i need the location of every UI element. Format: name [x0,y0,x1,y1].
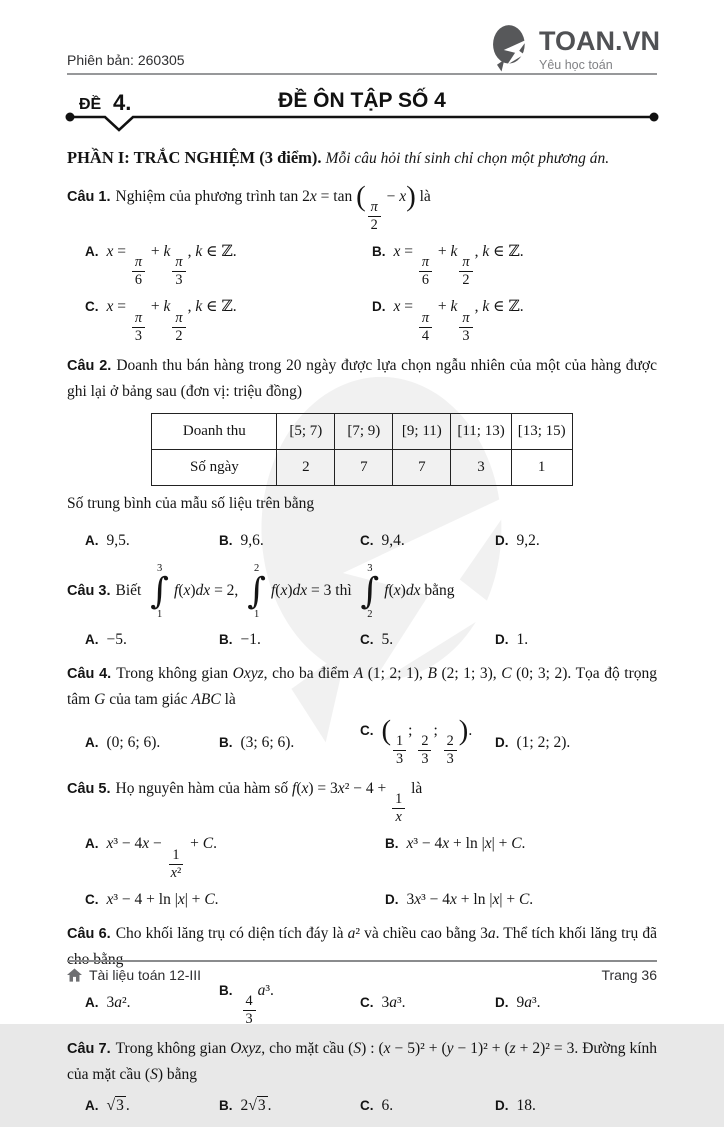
frequency-table [151,413,572,486]
option-6b: B. $\frac{4}{3}$ a³. [219,981,274,1027]
question-2-after: Số trung bình của mẫu số liệu trên bằng [67,494,315,512]
question-2 [67,353,657,553]
option-3a: A. −5. [85,630,127,648]
option-5d: D. 3x³ − 4x + ln |x| + C. [385,890,534,908]
option-2a: A. 9,5. [85,531,130,549]
question-2-statement: Câu 2. Doanh thu bán hàng trong 20 ngày được lựa chọn ngẫu nhiên của một của hàng được ghi lại ở bảng sau (đơn vị: triệu đồng) [67,356,658,400]
home-icon [67,968,82,982]
footer-page-label: Trang 36 [601,967,657,983]
brand-logo [488,24,660,76]
table-row: Số ngày 2 7 7 3 1 [152,449,572,485]
section-instruction: Mỗi câu hỏi thí sinh chỉ chọn một phương án. [325,150,610,167]
section-heading-bold: PHẦN I: TRẮC NGHIỆM (3 điểm). [67,148,322,167]
option-2c: C. 9,4. [360,531,405,549]
footer-doc-label: Tài liệu toán 12-III [89,967,202,983]
question-3-statement: Câu 3. Biết 3 ∫ 1 f(x)dx = 2, 2 ∫ 1 f(x)dx = 3 thì 3 ∫ 2 f(x)dx bằng [67,562,455,620]
question-5-statement: Câu 5. Họ nguyên hàm của hàm số f(x) = 3x² − 4 + $\frac{1}{x}$ là [67,780,423,826]
option-7a: A. √3 . [85,1096,130,1114]
option-1d: D. x = $\frac{\pi}{4}$ + k $\frac{\pi}{3}$ , k ∈ ℤ. [372,298,524,344]
option-3b: B. −1. [219,630,261,648]
question-4-statement: Câu 4. Trong không gian Oxyz, cho ba điểm A (1; 2; 1), B (2; 1; 3), C (0; 3; 2). Tọa độ trọng tâm G của tam giác ABC là [67,664,657,708]
question-6-statement: Câu 6. Cho khối lăng trụ có diện tích đáy là a² và chiều cao bằng 3a. Thể tích khối lăng trụ đã cho bằng [67,924,657,968]
question-2-label: Câu 2. [67,357,112,374]
question-4-label: Câu 4. [67,665,112,682]
question-5-label: Câu 5. [67,781,111,798]
version-label: Phiên bản: 260305 [67,52,185,68]
option-5c: C. x³ − 4 + ln |x| + C. [85,890,219,908]
option-7c: C. 6. [360,1096,394,1114]
option-4a: A. (0; 6; 6). [85,734,161,752]
question-3 [67,562,657,652]
brand-tagline: Yêu học toán [538,58,613,72]
option-7b: B. 2√3 . [219,1096,272,1114]
question-7-statement: Câu 7. Trong không gian Oxyz, cho mặt cầu (S) : (x − 5)² + (y − 1)² + (z + 2)² = 3. Đường kính của mặt cầu (S) bằng [67,1039,658,1083]
question-1 [67,180,657,344]
option-5b: B. x³ − 4x + ln |x| + C. [385,835,526,853]
question-4 [67,661,657,767]
option-6c: C. 3a³. [360,993,406,1011]
question-1-statement: Câu 1. Nghiệm của phương trình tan 2x = tan ( $\frac{\pi}{2}$ − x) là [67,180,431,234]
question-6-label: Câu 6. [67,925,111,942]
section-heading [67,146,657,171]
option-4c: C. ( $\frac{1}{3}$ ; $\frac{2}{3}$ ; $\frac{2}{3}$ ). [360,714,473,768]
option-2d: D. 9,2. [495,531,540,549]
option-1c: C. x = $\frac{\pi}{3}$ + k $\frac{\pi}{2}$ , k ∈ ℤ. [85,298,237,344]
table-row: Doanh thu [5; 7) [7; 9) [9; 11) [11; 13) [13; 15) [152,413,572,449]
option-7d: D. 18. [495,1096,536,1114]
option-4b: B. (3; 6; 6). [219,734,295,752]
question-3-label: Câu 3. [67,582,111,599]
option-5a: A. x³ − 4x − $\frac{1}{\text{x²}}$ + C. [85,835,217,881]
option-1a: A. x = $\frac{\pi}{6}$ + k $\frac{\pi}{3}$ , k ∈ ℤ. [85,243,237,289]
question-7-label: Câu 7. [67,1040,111,1057]
question-1-label: Câu 1. [67,189,111,205]
question-7 [67,1036,657,1118]
brand-name: TOAN.VN [538,26,660,56]
toanvn-logo-icon [488,24,532,76]
option-3d: D. 1. [495,630,529,648]
option-2b: B. 9,6. [219,531,264,549]
option-6a: A. 3a². [85,993,131,1011]
page-title: ĐỀ ÔN TẬP SỐ 4 [278,89,446,112]
option-1b: B. x = $\frac{\pi}{6}$ + k $\frac{\pi}{2}$ , k ∈ ℤ. [372,243,524,289]
question-5 [67,776,657,911]
page-footer [67,960,657,983]
option-4d: D. (1; 2; 2). [495,734,571,752]
option-6d: D. 9a³. [495,993,541,1011]
exam-label: ĐỀ [79,96,102,113]
option-3c: C. 5. [360,630,394,648]
title-rule [64,106,660,134]
exam-number: 4. [113,90,132,115]
